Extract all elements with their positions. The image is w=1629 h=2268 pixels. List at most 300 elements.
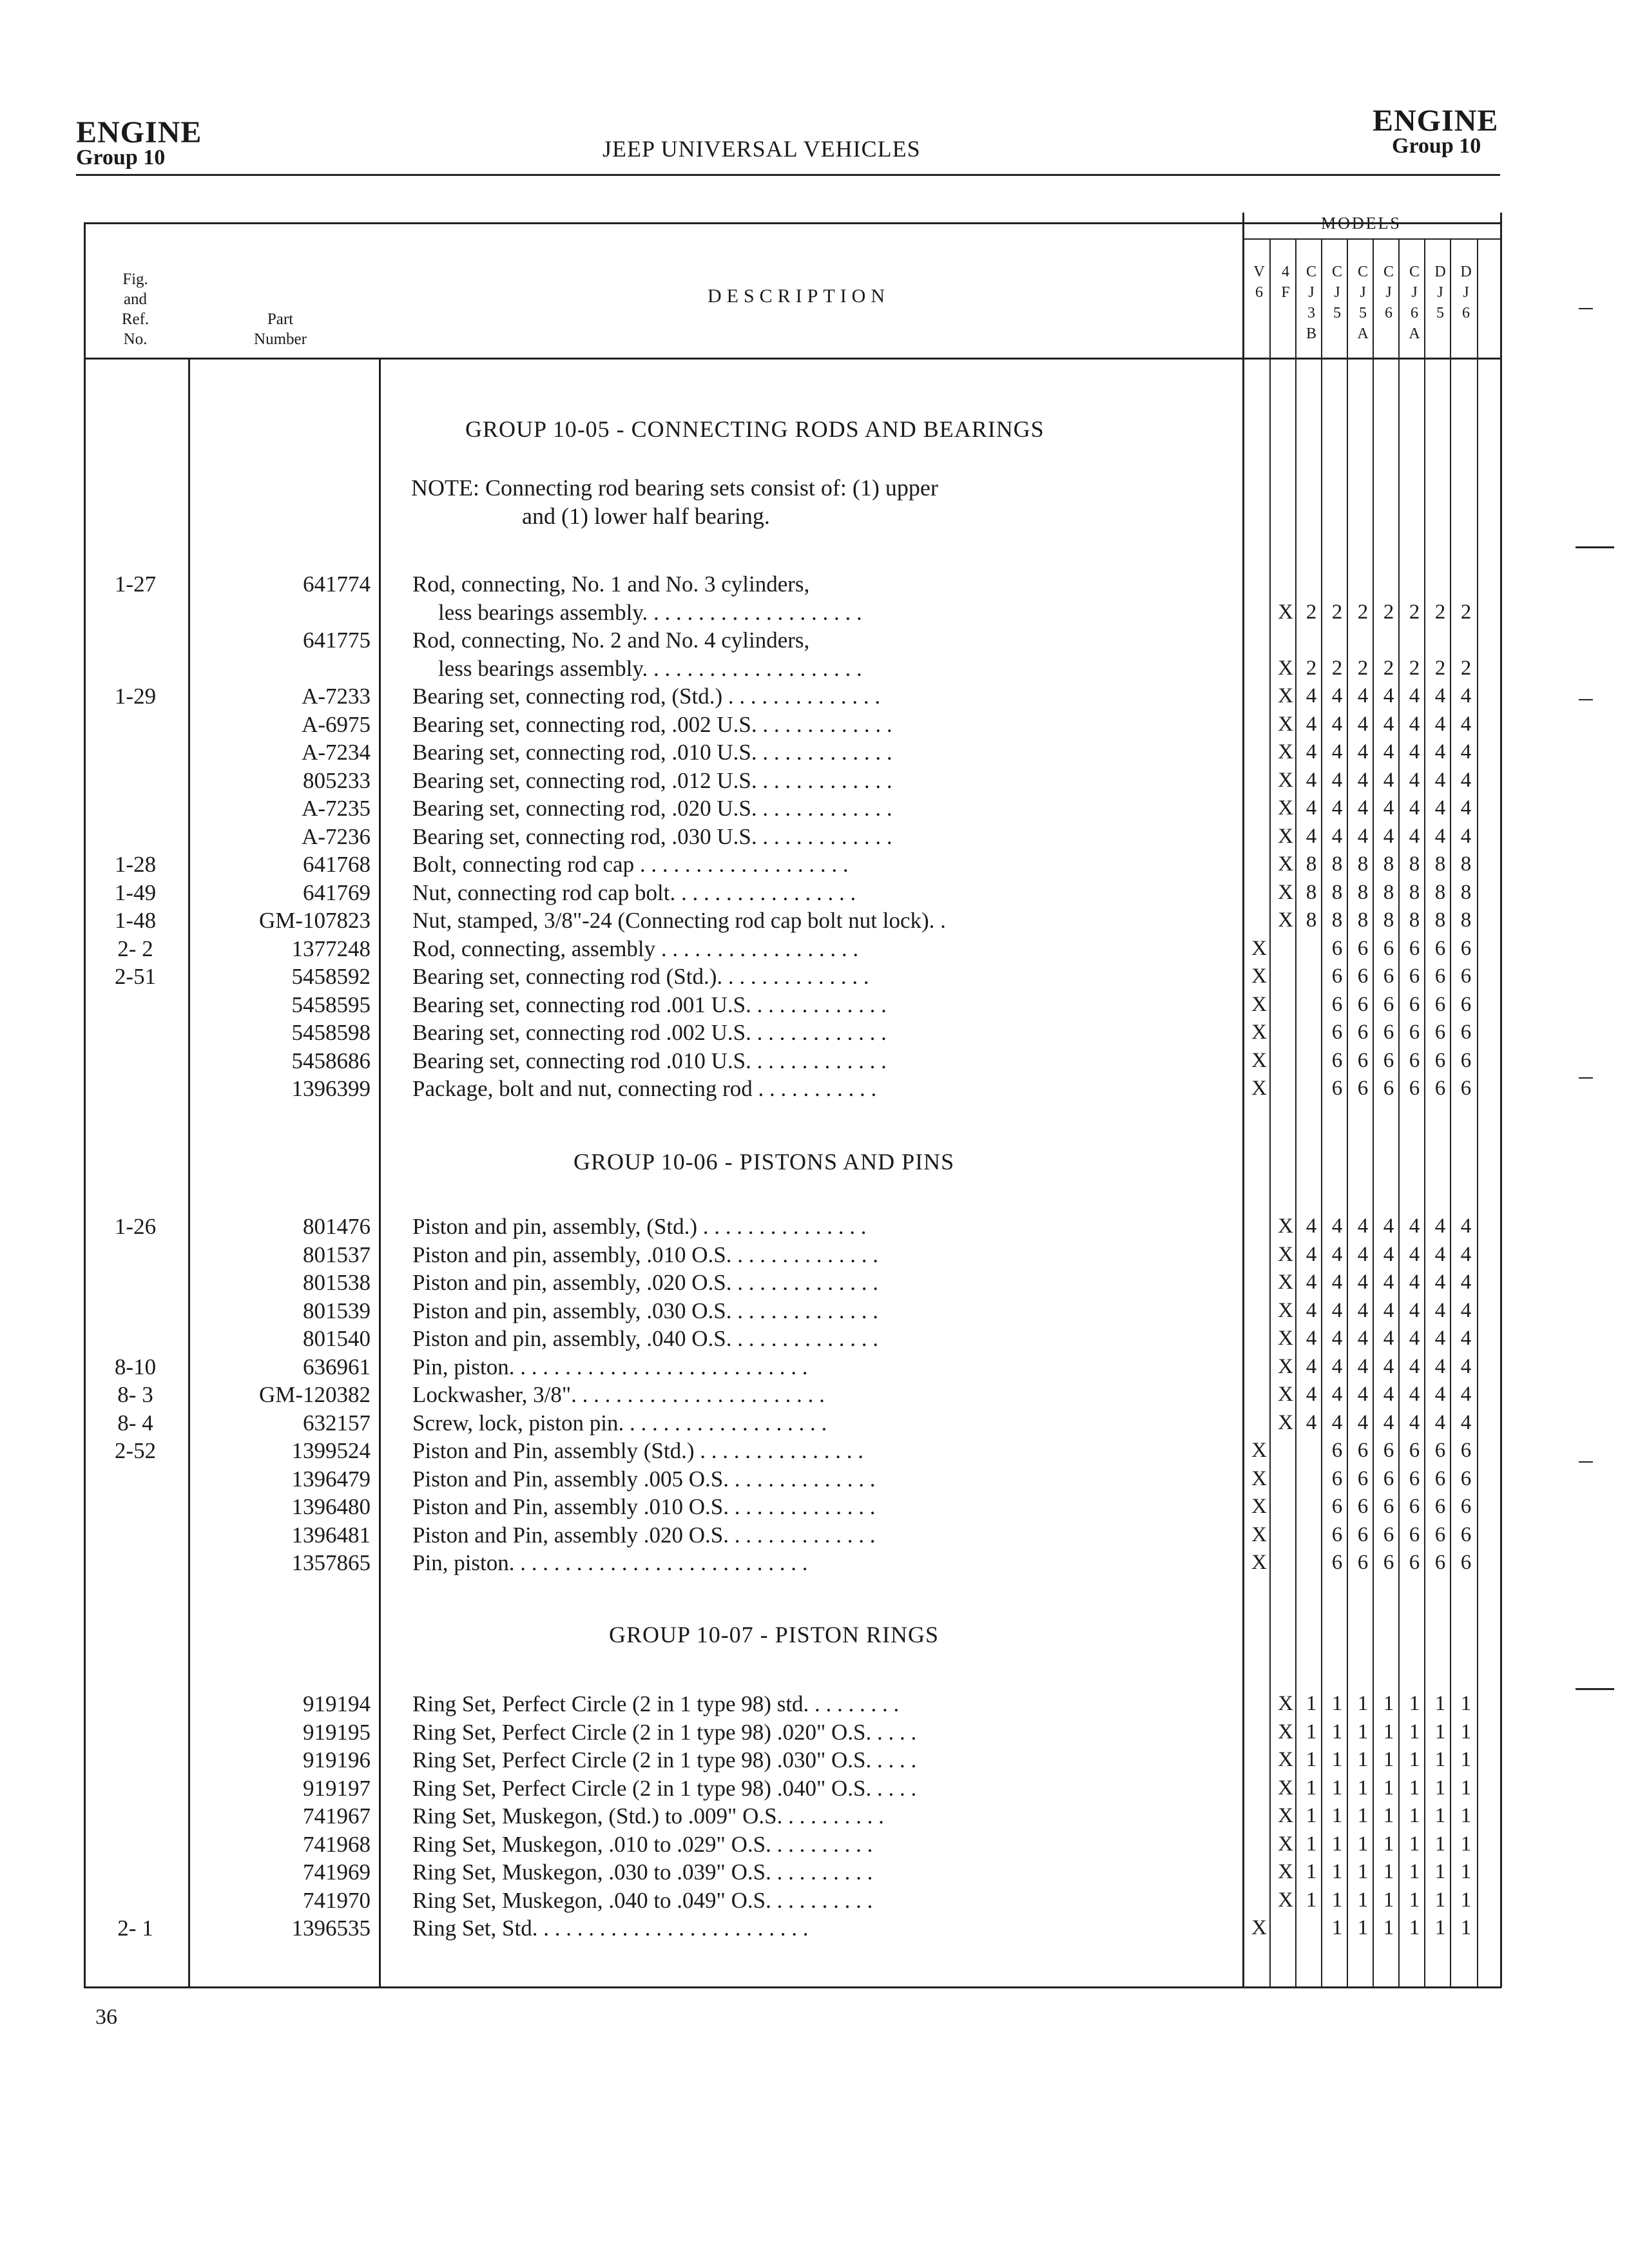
model-quantity: 1 xyxy=(1434,1748,1446,1771)
model-quantity: 4 xyxy=(1383,1327,1394,1350)
model-quantity: 1 xyxy=(1460,1776,1472,1800)
part-header-line: Part xyxy=(267,311,294,328)
model-quantity: X xyxy=(1251,1077,1267,1100)
model-quantity: 1 xyxy=(1331,1916,1343,1939)
part-description: Bearing set, connecting rod, .002 U.S. . . . . . . . . . . . . xyxy=(412,711,892,737)
model-quantity: 4 xyxy=(1460,768,1472,792)
model-code-char: A xyxy=(1357,325,1369,342)
model-quantity: 1 xyxy=(1434,1804,1446,1827)
model-quantity: 4 xyxy=(1331,1410,1343,1434)
model-quantity: X xyxy=(1278,1720,1293,1744)
part-description: Bearing set, connecting rod, .020 U.S. . . . . . . . . . . . . xyxy=(412,796,892,821)
model-quantity: 6 xyxy=(1434,1021,1446,1044)
model-quantity: 1 xyxy=(1357,1692,1369,1715)
model-quantity: 6 xyxy=(1434,1551,1446,1574)
model-quantity: 6 xyxy=(1460,1523,1472,1546)
part-number: A-6975 xyxy=(302,711,371,737)
model-quantity: 6 xyxy=(1383,1048,1394,1072)
model-quantity: 1 xyxy=(1306,1720,1317,1744)
model-quantity: 4 xyxy=(1383,712,1394,736)
model-quantity: X xyxy=(1278,600,1293,624)
model-quantity: 4 xyxy=(1434,1354,1446,1378)
model-quantity: 8 xyxy=(1306,908,1317,932)
part-description: Ring Set, Std. . . . . . . . . . . . . . . . . . . . . . . . . xyxy=(412,1916,809,1941)
model-quantity: 6 xyxy=(1434,936,1446,960)
model-quantity: 6 xyxy=(1331,1048,1343,1072)
model-quantity: 1 xyxy=(1357,1916,1369,1939)
model-quantity: 1 xyxy=(1331,1748,1343,1771)
model-quantity: 6 xyxy=(1409,1439,1420,1462)
model-code-char: 6 xyxy=(1411,305,1418,322)
model-quantity: 1 xyxy=(1383,1776,1394,1800)
left-header-title: ENGINE xyxy=(76,115,202,149)
model-quantity: 4 xyxy=(1409,684,1420,707)
model-quantity: 6 xyxy=(1331,1495,1343,1518)
model-quantity: 4 xyxy=(1409,1215,1420,1238)
part-number: 801540 xyxy=(303,1326,371,1351)
model-quantity: 6 xyxy=(1383,936,1394,960)
model-quantity: 4 xyxy=(1409,1242,1420,1266)
model-quantity: 1 xyxy=(1460,1748,1472,1771)
model-quantity: 2 xyxy=(1409,656,1420,680)
model-quantity: 4 xyxy=(1357,1383,1369,1406)
model-quantity: 4 xyxy=(1383,1354,1394,1378)
part-description: Piston and Pin, assembly (Std.) . . . . . . . . . . . . . . . xyxy=(412,1438,864,1463)
model-quantity: 6 xyxy=(1460,1439,1472,1462)
model-quantity: 2 xyxy=(1357,656,1369,680)
part-description: Piston and pin, assembly, .030 O.S. . . . . . . . . . . . . . xyxy=(412,1298,879,1323)
part-description: Bearing set, connecting rod, (Std.) . . . . . . . . . . . . . . xyxy=(412,684,881,709)
model-quantity: 4 xyxy=(1331,1354,1343,1378)
fig-header-line: Fig. xyxy=(122,271,148,288)
model-quantity: 1 xyxy=(1306,1860,1317,1883)
model-quantity: 4 xyxy=(1434,1242,1446,1266)
model-quantity: 4 xyxy=(1409,824,1420,848)
model-quantity: 6 xyxy=(1331,965,1343,988)
model-quantity: 6 xyxy=(1357,1077,1369,1100)
model-quantity: 4 xyxy=(1460,1242,1472,1266)
part-description: Bearing set, connecting rod, .010 U.S. . . . . . . . . . . . . xyxy=(412,740,892,765)
model-quantity: 4 xyxy=(1434,796,1446,820)
model-code-char: C xyxy=(1306,264,1316,280)
model-quantity: 4 xyxy=(1434,712,1446,736)
fig-ref: 8- 4 xyxy=(117,1410,153,1436)
model-quantity: 4 xyxy=(1434,1271,1446,1294)
model-quantity: 4 xyxy=(1434,684,1446,707)
model-quantity: 4 xyxy=(1357,1242,1369,1266)
model-quantity: 1 xyxy=(1331,1804,1343,1827)
right-header-group: Group 10 xyxy=(1392,134,1481,158)
model-quantity: 2 xyxy=(1306,656,1317,680)
model-code-char: J xyxy=(1437,284,1443,301)
table-right-border xyxy=(1500,213,1502,1988)
model-quantity: X xyxy=(1278,1271,1293,1294)
model-quantity: 4 xyxy=(1434,1298,1446,1322)
model-code-char: C xyxy=(1357,264,1368,280)
model-quantity: 2 xyxy=(1409,600,1420,624)
model-code xyxy=(1427,262,1453,323)
model-quantity: 4 xyxy=(1460,1215,1472,1238)
model-quantity: 6 xyxy=(1409,1551,1420,1574)
model-quantity: 4 xyxy=(1306,1271,1317,1294)
model-quantity: 6 xyxy=(1409,1466,1420,1490)
model-quantity: 4 xyxy=(1409,796,1420,820)
model-quantity: 6 xyxy=(1409,1077,1420,1100)
model-quantity: 8 xyxy=(1383,880,1394,904)
model-quantity: 6 xyxy=(1383,1021,1394,1044)
model-quantity: 4 xyxy=(1434,768,1446,792)
models-label-rule xyxy=(1242,238,1500,240)
model-quantity: 8 xyxy=(1357,880,1369,904)
model-quantity: 1 xyxy=(1357,1776,1369,1800)
model-quantity: 1 xyxy=(1409,1860,1420,1883)
model-quantity: 4 xyxy=(1331,684,1343,707)
part-number: 801537 xyxy=(303,1242,371,1267)
model-quantity: 1 xyxy=(1460,1916,1472,1939)
model-code-char: J xyxy=(1411,284,1418,301)
fig-ref-header xyxy=(97,269,174,349)
model-quantity: 1 xyxy=(1306,1832,1317,1856)
model-code-char: D xyxy=(1434,264,1446,280)
model-quantity: 6 xyxy=(1383,1551,1394,1574)
model-code-char: F xyxy=(1281,284,1290,301)
part-description: Piston and Pin, assembly .005 O.S. . . . . . . . . . . . . . xyxy=(412,1466,876,1492)
model-quantity: 4 xyxy=(1383,1298,1394,1322)
model-quantity: 1 xyxy=(1409,1776,1420,1800)
model-quantity: 1 xyxy=(1460,1720,1472,1744)
part-number-header xyxy=(235,309,325,349)
model-quantity: 4 xyxy=(1331,1215,1343,1238)
model-quantity: 4 xyxy=(1357,1354,1369,1378)
model-quantity: 4 xyxy=(1434,1410,1446,1434)
model-code xyxy=(1273,262,1298,303)
model-quantity: 1 xyxy=(1409,1720,1420,1744)
part-number: 1357865 xyxy=(291,1550,371,1575)
model-quantity: 1 xyxy=(1383,1888,1394,1912)
model-quantity: 4 xyxy=(1357,740,1369,764)
model-quantity: 8 xyxy=(1383,852,1394,876)
part-description: Ring Set, Muskegon, (Std.) to .009" O.S. . . . . . . . . . xyxy=(412,1803,884,1829)
part-description: Ring Set, Perfect Circle (2 in 1 type 98) std. . . . . . . . . xyxy=(412,1691,900,1716)
fig-ref: 1-49 xyxy=(114,879,157,905)
model-quantity: 4 xyxy=(1460,1298,1472,1322)
model-quantity: 2 xyxy=(1434,600,1446,624)
model-quantity: X xyxy=(1278,1242,1293,1266)
part-description: Bearing set, connecting rod (Std.). . . . . . . . . . . . . . xyxy=(412,964,869,989)
model-quantity: 1 xyxy=(1409,1692,1420,1715)
part-number: 919197 xyxy=(303,1775,371,1801)
model-code-char: J xyxy=(1334,284,1340,301)
part-description: Ring Set, Perfect Circle (2 in 1 type 98) .030" O.S. . . . . xyxy=(412,1747,917,1773)
model-quantity: 1 xyxy=(1306,1804,1317,1827)
model-quantity: 4 xyxy=(1460,740,1472,764)
model-quantity: 8 xyxy=(1357,852,1369,876)
page-title: JEEP UNIVERSAL VEHICLES xyxy=(602,136,921,162)
model-quantity: X xyxy=(1251,1439,1267,1462)
models-header: MODELS xyxy=(1321,214,1402,233)
page-number: 36 xyxy=(95,2005,117,2029)
part-description: Bolt, connecting rod cap . . . . . . . . . . . . . . . . . . . xyxy=(412,852,849,877)
model-quantity: 6 xyxy=(1460,1048,1472,1072)
model-quantity: 1 xyxy=(1383,1832,1394,1856)
margin-mark xyxy=(1576,1688,1614,1690)
part-description: Ring Set, Perfect Circle (2 in 1 type 98) .040" O.S. . . . . xyxy=(412,1775,917,1801)
model-quantity: 4 xyxy=(1331,712,1343,736)
model-quantity: X xyxy=(1278,908,1293,932)
part-description: Piston and pin, assembly, (Std.) . . . . . . . . . . . . . . . xyxy=(412,1214,867,1239)
model-quantity: 6 xyxy=(1383,1439,1394,1462)
model-quantity: 4 xyxy=(1383,796,1394,820)
model-code-char: 4 xyxy=(1282,264,1289,280)
model-quantity: 8 xyxy=(1331,880,1343,904)
part-number: 5458598 xyxy=(291,1020,371,1045)
model-quantity: 4 xyxy=(1383,1410,1394,1434)
model-quantity: 1 xyxy=(1434,1888,1446,1912)
model-code-char: 3 xyxy=(1307,305,1315,322)
model-code xyxy=(1246,262,1272,303)
margin-mark xyxy=(1579,699,1593,700)
model-quantity: 1 xyxy=(1331,1888,1343,1912)
model-quantity: 4 xyxy=(1409,1271,1420,1294)
model-quantity: 6 xyxy=(1409,992,1420,1016)
model-code-char: 6 xyxy=(1255,284,1263,301)
model-quantity: 1 xyxy=(1331,1692,1343,1715)
fig-ref: 1-29 xyxy=(114,684,157,709)
model-code-char: J xyxy=(1360,284,1366,301)
model-quantity: 4 xyxy=(1306,1242,1317,1266)
model-quantity: 1 xyxy=(1460,1860,1472,1883)
part-number: 1396481 xyxy=(291,1522,371,1548)
model-quantity: 6 xyxy=(1357,1439,1369,1462)
model-quantity: 4 xyxy=(1409,740,1420,764)
model-code xyxy=(1298,262,1324,344)
model-col-divider xyxy=(1269,238,1271,1988)
left-header-group: Group 10 xyxy=(76,146,166,169)
model-quantity: 4 xyxy=(1383,824,1394,848)
model-quantity: 4 xyxy=(1306,684,1317,707)
fig-ref: 2-51 xyxy=(114,964,157,989)
model-quantity: 6 xyxy=(1383,992,1394,1016)
model-quantity: 4 xyxy=(1357,824,1369,848)
model-quantity: 1 xyxy=(1434,1916,1446,1939)
model-quantity: X xyxy=(1251,1523,1267,1546)
model-quantity: 6 xyxy=(1331,1439,1343,1462)
model-quantity: 4 xyxy=(1306,1215,1317,1238)
model-quantity: 4 xyxy=(1383,1242,1394,1266)
part-description: Bearing set, connecting rod, .030 U.S. . . . . . . . . . . . . xyxy=(412,823,892,849)
model-quantity: 1 xyxy=(1383,1748,1394,1771)
model-quantity: X xyxy=(1251,1551,1267,1574)
part-description: Piston and pin, assembly, .040 O.S. . . . . . . . . . . . . . xyxy=(412,1326,879,1351)
part-description: Rod, connecting, No. 1 and No. 3 cylinders, xyxy=(412,572,810,597)
model-quantity: 6 xyxy=(1409,1021,1420,1044)
model-quantity: 4 xyxy=(1331,740,1343,764)
model-quantity: X xyxy=(1278,768,1293,792)
part-description: Bearing set, connecting rod .010 U.S. . . . . . . . . . . . . xyxy=(412,1048,887,1073)
model-quantity: 2 xyxy=(1306,600,1317,624)
model-quantity: 4 xyxy=(1331,1327,1343,1350)
model-quantity: 1 xyxy=(1306,1748,1317,1771)
model-quantity: X xyxy=(1278,1298,1293,1322)
fig-ref: 1-48 xyxy=(114,908,157,933)
model-quantity: 1 xyxy=(1357,1748,1369,1771)
part-description: Piston and pin, assembly, .020 O.S. . . . . . . . . . . . . . xyxy=(412,1270,879,1295)
part-number: 1396535 xyxy=(291,1916,371,1941)
part-description: Piston and Pin, assembly .010 O.S. . . . . . . . . . . . . . xyxy=(412,1494,876,1519)
part-description: Lockwasher, 3/8". . . . . . . . . . . . . . . . . . . . . . . xyxy=(412,1382,825,1407)
model-code xyxy=(1402,262,1427,344)
model-quantity: 4 xyxy=(1331,1298,1343,1322)
table-top-border xyxy=(84,222,1501,224)
model-quantity: 4 xyxy=(1460,1327,1472,1350)
part-number: 5458686 xyxy=(291,1048,371,1073)
model-quantity: 4 xyxy=(1306,740,1317,764)
model-quantity: 4 xyxy=(1434,1215,1446,1238)
model-quantity: 6 xyxy=(1460,936,1472,960)
model-quantity: X xyxy=(1278,1215,1293,1238)
model-quantity: 6 xyxy=(1357,1048,1369,1072)
table-left-border xyxy=(84,222,86,1988)
model-quantity: 4 xyxy=(1357,1410,1369,1434)
model-quantity: 6 xyxy=(1331,992,1343,1016)
model-quantity: 1 xyxy=(1460,1692,1472,1715)
model-quantity: 4 xyxy=(1409,1410,1420,1434)
part-number: A-7233 xyxy=(302,684,371,709)
model-quantity: 4 xyxy=(1331,824,1343,848)
description-header: DESCRIPTION xyxy=(708,285,891,307)
model-quantity: 4 xyxy=(1357,712,1369,736)
model-quantity: 1 xyxy=(1409,1804,1420,1827)
model-quantity: 2 xyxy=(1460,600,1472,624)
part-number: 919194 xyxy=(303,1691,371,1716)
part-number: A-7235 xyxy=(302,796,371,821)
model-quantity: X xyxy=(1278,1776,1293,1800)
header-bottom-rule xyxy=(84,358,1501,360)
model-quantity: 4 xyxy=(1306,1354,1317,1378)
model-code-char: J xyxy=(1308,284,1315,301)
model-quantity: 4 xyxy=(1460,1410,1472,1434)
model-quantity: 6 xyxy=(1409,965,1420,988)
model-quantity: 6 xyxy=(1383,965,1394,988)
model-quantity: 4 xyxy=(1306,1298,1317,1322)
model-quantity: 2 xyxy=(1383,600,1394,624)
part-number: A-7236 xyxy=(302,823,371,849)
model-quantity: X xyxy=(1278,712,1293,736)
model-quantity: 8 xyxy=(1331,908,1343,932)
model-quantity: X xyxy=(1278,1327,1293,1350)
model-quantity: 2 xyxy=(1434,656,1446,680)
model-quantity: 8 xyxy=(1383,908,1394,932)
model-quantity: X xyxy=(1251,1466,1267,1490)
model-quantity: 2 xyxy=(1331,656,1343,680)
fig-ref: 2- 1 xyxy=(117,1916,153,1941)
model-quantity: 1 xyxy=(1331,1776,1343,1800)
model-quantity: 8 xyxy=(1357,908,1369,932)
part-col-divider xyxy=(379,358,381,1988)
model-quantity: X xyxy=(1278,1410,1293,1434)
model-quantity: 8 xyxy=(1409,880,1420,904)
model-quantity: 4 xyxy=(1331,796,1343,820)
model-quantity: X xyxy=(1251,1495,1267,1518)
model-quantity: 1 xyxy=(1357,1888,1369,1912)
model-quantity: 4 xyxy=(1409,768,1420,792)
model-quantity: 4 xyxy=(1383,768,1394,792)
model-quantity: 1 xyxy=(1383,1804,1394,1827)
model-quantity: 6 xyxy=(1357,1021,1369,1044)
part-description: Ring Set, Muskegon, .010 to .029" O.S. . . . . . . . . . xyxy=(412,1831,873,1857)
model-quantity: 2 xyxy=(1357,600,1369,624)
model-quantity: 4 xyxy=(1460,1271,1472,1294)
model-quantity: 4 xyxy=(1357,1215,1369,1238)
margin-mark xyxy=(1579,1077,1593,1079)
model-quantity: X xyxy=(1278,1383,1293,1406)
model-quantity: 8 xyxy=(1306,880,1317,904)
part-description: Package, bolt and nut, connecting rod . . . . . . . . . . . xyxy=(412,1076,877,1101)
part-number: 1396480 xyxy=(291,1494,371,1519)
model-quantity: 6 xyxy=(1434,992,1446,1016)
part-number: 641768 xyxy=(303,852,371,877)
model-quantity: 4 xyxy=(1306,824,1317,848)
model-quantity: 6 xyxy=(1383,1523,1394,1546)
part-description: Piston and Pin, assembly .020 O.S. . . . . . . . . . . . . . xyxy=(412,1522,876,1548)
model-quantity: 4 xyxy=(1357,796,1369,820)
part-number: 801476 xyxy=(303,1214,371,1239)
model-quantity: X xyxy=(1278,1860,1293,1883)
model-code-char: 5 xyxy=(1359,305,1367,322)
model-quantity: 4 xyxy=(1409,1383,1420,1406)
model-quantity: 6 xyxy=(1460,992,1472,1016)
model-quantity: 4 xyxy=(1460,796,1472,820)
model-quantity: 2 xyxy=(1460,656,1472,680)
part-description: Rod, connecting, No. 2 and No. 4 cylinders, xyxy=(412,628,810,653)
part-number: 801538 xyxy=(303,1270,371,1295)
model-quantity: 6 xyxy=(1357,1495,1369,1518)
part-number: 805233 xyxy=(303,767,371,793)
part-description: Bearing set, connecting rod .001 U.S. . . . . . . . . . . . . xyxy=(412,992,887,1017)
model-quantity: X xyxy=(1278,684,1293,707)
model-quantity: X xyxy=(1251,1916,1267,1939)
model-quantity: 4 xyxy=(1331,1383,1343,1406)
part-number: 741968 xyxy=(303,1831,371,1857)
model-quantity: 4 xyxy=(1434,1383,1446,1406)
part-description: Bearing set, connecting rod, .012 U.S. . . . . . . . . . . . . xyxy=(412,767,892,793)
model-quantity: 1 xyxy=(1460,1804,1472,1827)
model-quantity: 6 xyxy=(1434,1048,1446,1072)
model-code-char: C xyxy=(1383,264,1394,280)
model-quantity: 8 xyxy=(1434,908,1446,932)
model-quantity: 8 xyxy=(1331,852,1343,876)
part-description: Nut, stamped, 3/8"-24 (Connecting rod cap bolt nut lock). . xyxy=(412,908,946,933)
fig-ref: 1-28 xyxy=(114,852,157,877)
part-header-line: Number xyxy=(254,331,307,348)
model-code-char: 5 xyxy=(1333,305,1341,322)
model-quantity: 6 xyxy=(1357,1466,1369,1490)
model-quantity: 8 xyxy=(1306,852,1317,876)
part-number: 1377248 xyxy=(291,936,371,961)
model-quantity: 4 xyxy=(1460,824,1472,848)
model-quantity: 1 xyxy=(1357,1804,1369,1827)
model-quantity: 8 xyxy=(1460,880,1472,904)
part-description: less bearings assembly. . . . . . . . . . . . . . . . . . . . xyxy=(438,599,862,625)
model-quantity: 6 xyxy=(1357,965,1369,988)
model-quantity: 1 xyxy=(1383,1916,1394,1939)
part-description: Bearing set, connecting rod .002 U.S. . . . . . . . . . . . . xyxy=(412,1020,887,1045)
model-quantity: 6 xyxy=(1460,1077,1472,1100)
model-quantity: 8 xyxy=(1434,880,1446,904)
fig-ref: 8- 3 xyxy=(117,1382,153,1407)
part-description: Ring Set, Muskegon, .040 to .049" O.S. . . . . . . . . . xyxy=(412,1887,873,1913)
part-number: 1396479 xyxy=(291,1466,371,1492)
